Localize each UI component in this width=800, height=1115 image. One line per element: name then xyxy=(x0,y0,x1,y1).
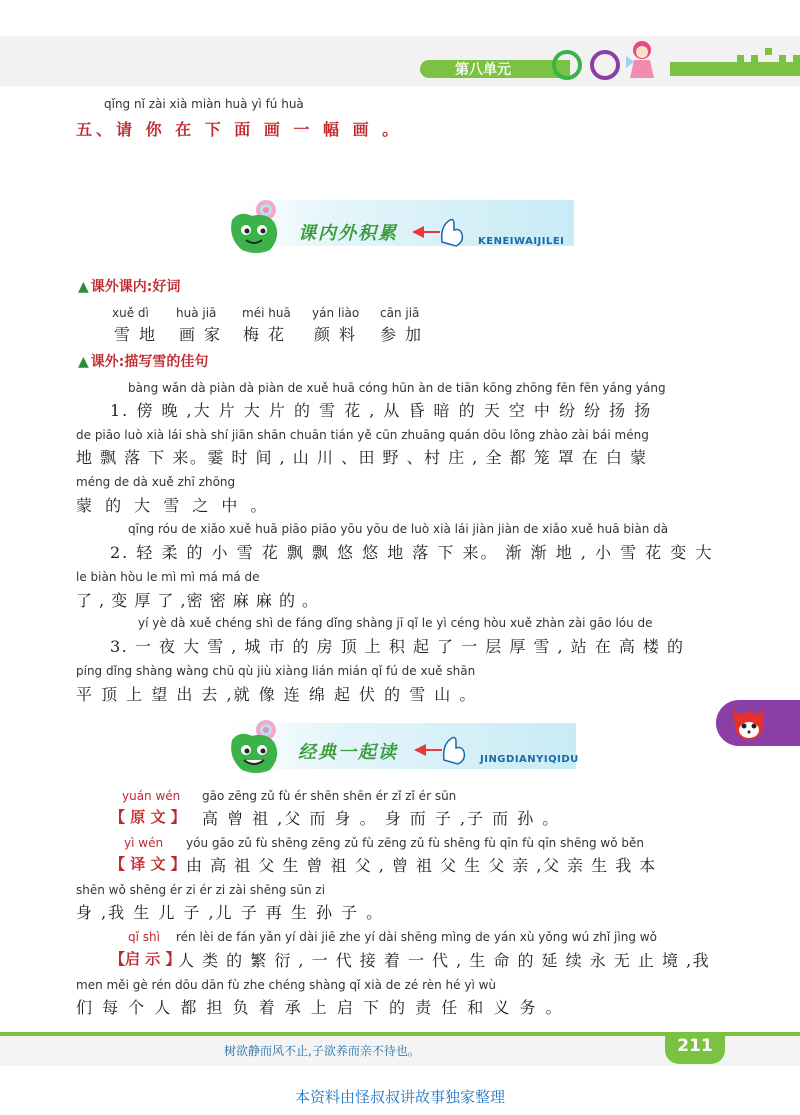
credit-line: 本资料由怪叔叔讲故事独家整理 xyxy=(294,1088,505,1106)
insight-label: 【启 示 】 xyxy=(110,950,181,968)
word-pinyin-4: yán liào xyxy=(312,306,360,320)
arrow-hand-icon xyxy=(412,732,472,766)
word-pinyin-1: xuě dì xyxy=(112,306,149,320)
sentence-pinyin-3: méng de dà xuě zhī zhōng xyxy=(76,475,236,489)
word-pinyin-2: huà jiā xyxy=(176,306,217,320)
triangle-icon: ▲ xyxy=(78,354,89,370)
triangle-icon: ▲ xyxy=(78,279,89,295)
green-mascot-icon xyxy=(226,196,288,258)
unit-title: 第八单元 xyxy=(455,62,511,78)
sentences-heading: ▲ 课外:描写雪的佳句 xyxy=(78,354,209,370)
word-pinyin-3: méi huā xyxy=(242,306,291,320)
words-heading: ▲ 课外课内:好词 xyxy=(78,279,181,295)
original-label: 【 原 文 】 xyxy=(110,808,186,826)
insight-label-pinyin: qǐ shì xyxy=(128,930,160,944)
banner-classic-title: 经典一起读 xyxy=(298,742,398,763)
arrow-hand-icon xyxy=(410,214,470,248)
word-2: 画家 xyxy=(179,325,230,344)
translation-text: 由 高 祖 父 生 曾 祖 父 , 曾 祖 父 生 父 亲 ,父 亲 生 我 本 xyxy=(186,856,657,875)
green-mascot-icon xyxy=(226,716,288,778)
sentence-pinyin-2: de piāo luò xià lái shà shí jiān shān chuān tián yě cūn zhuāng quán dōu lǒng zhào zài bái méng xyxy=(76,428,649,442)
sentence-text-1: 1. 傍 晚 ,大 片 大 片 的 雪 花 , 从 昏 暗 的 天 空 中 纷 纷 扬 扬 xyxy=(110,401,653,420)
translation-label: 【 译 文 】 xyxy=(110,855,186,873)
original-pinyin: gāo zēng zǔ fù ér shēn shēn ér zǐ zǐ ér sūn xyxy=(202,789,457,803)
insight-pinyin: rén lèi de fán yǎn yí dài jiē zhe yí dài shēng mìng de yán xù yǒng wú zhǐ jìng wǒ xyxy=(176,930,657,944)
insight-text: 人 类 的 繁 衍 , 一 代 接 着 一 代 , 生 命 的 延 续 永 无 止 境 ,我 xyxy=(178,951,711,970)
sentence-text-4: 2. 轻 柔 的 小 雪 花 飘 飘 悠 悠 地 落 下 来。 渐 渐 地 , 小 雪 花 变 大 xyxy=(110,543,714,562)
fairy-girl-icon xyxy=(622,38,660,82)
green-ring-icon xyxy=(552,50,582,80)
translation-label-pinyin: yì wén xyxy=(124,836,164,850)
word-pinyin-5: cān jiā xyxy=(380,306,420,320)
sentence-pinyin-1: bàng wǎn dà piàn dà piàn de xuě huā cóng hūn àn de tiān kōng zhōng fēn fēn yáng yáng xyxy=(128,381,666,395)
insight-pinyin-2: men měi gè rén dōu dān fù zhe chéng shàng qǐ xià de zé rèn hé yì wù xyxy=(76,978,497,992)
banner-classic-subtitle: JINGDIANYIQIDU xyxy=(480,754,579,765)
banner-accumulation-title: 课内外积累 xyxy=(298,223,398,244)
sentence-text-7: 平 顶 上 望 出 去 ,就 像 连 绵 起 伏 的 雪 山 。 xyxy=(76,685,478,704)
footer-quote: 树欲静而风不止,子欲养而亲不待也。 xyxy=(224,1044,420,1058)
translation-pinyin: yóu gāo zǔ fù shēng zēng zǔ fù zēng zǔ fù shēng fù qīn fù qīn shēng wǒ běn xyxy=(186,836,644,850)
word-1: 雪地 xyxy=(114,325,165,344)
translation-text-2: 身 ,我 生 儿 子 ,儿 子 再 生 孙 子 。 xyxy=(76,903,385,922)
word-4: 颜料 xyxy=(314,325,365,344)
original-text: 高 曾 祖 ,父 而 身 。 身 而 子 ,子 而 孙 。 xyxy=(202,809,561,828)
sentence-text-6: 3. 一 夜 大 雪 , 城 市 的 房 顶 上 积 起 了 一 层 厚 雪 , 站 在 高 楼 的 xyxy=(110,637,685,656)
purple-ring-icon xyxy=(590,50,620,80)
word-5: 参加 xyxy=(380,325,431,344)
original-label-pinyin: yuán wén xyxy=(122,789,181,803)
header-band xyxy=(0,36,800,86)
sentence-pinyin-5: le biàn hòu le mì mì má má de xyxy=(76,570,260,584)
section5-title: 五、请 你 在 下 面 画 一 幅 画 。 xyxy=(76,120,403,139)
insight-text-2: 们 每 个 人 都 担 负 着 承 上 启 下 的 责 任 和 义 务 。 xyxy=(76,998,565,1017)
checker-pattern xyxy=(730,48,800,76)
sentence-text-3: 蒙 的 大 雪 之 中 。 xyxy=(76,496,271,515)
page-number: 211 xyxy=(677,1036,713,1056)
sentence-text-2: 地 飘 落 下 来。霎 时 间 , 山 川 、田 野 、村 庄 , 全 都 笼 罩 在 白 蒙 xyxy=(76,448,648,467)
sentence-pinyin-6: yí yè dà xuě chéng shì de fáng dǐng shàng jī qǐ le yì céng hòu xuě zhàn zài gāo lóu de xyxy=(138,616,653,630)
red-fox-icon xyxy=(730,704,768,742)
translation-pinyin-2: shēn wǒ shēng ér zi ér zi zài shēng sūn zi xyxy=(76,883,326,897)
banner-accumulation-subtitle: KENEIWAIJILEI xyxy=(478,236,565,247)
sentence-pinyin-7: píng dǐng shàng wàng chū qù jiù xiàng lián mián qǐ fú de xuě shān xyxy=(76,664,476,678)
sentence-pinyin-4: qīng róu de xiǎo xuě huā piāo piāo yōu yōu de luò xià lái jiàn jiàn de xiǎo xuě huā biàn dà xyxy=(128,522,669,536)
sentence-text-5: 了 , 变 厚 了 ,密 密 麻 麻 的 。 xyxy=(76,591,320,610)
word-3: 梅花 xyxy=(243,325,294,344)
section5-pinyin: qǐng nǐ zài xià miàn huà yì fú huà xyxy=(104,97,304,111)
